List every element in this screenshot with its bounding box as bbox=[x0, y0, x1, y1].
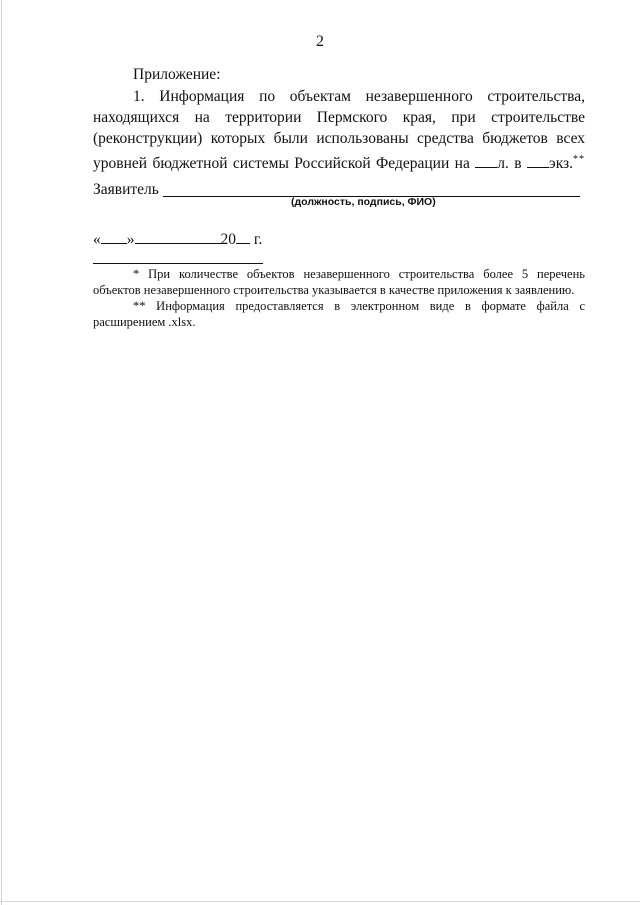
footnote-2: ** Информация предоставляется в электронном виде в формате файла с расширением .xlsx. bbox=[93, 299, 585, 329]
year-suffix: г. bbox=[253, 231, 263, 248]
year-blank bbox=[236, 230, 250, 244]
day-blank bbox=[101, 230, 127, 244]
footnote-1: * При количестве объектов незавершенного строительства более 5 перечень объектов незавершенного строительства указывается в качестве приложения к заявлению. bbox=[93, 267, 585, 297]
pages-count-blank bbox=[475, 154, 497, 168]
appendix-item bbox=[93, 86, 585, 174]
appendix-title: Приложение: bbox=[133, 66, 221, 83]
year-prefix: 20 bbox=[220, 231, 236, 248]
appendix-item-copies-text: экз. bbox=[549, 155, 574, 173]
footnotes bbox=[93, 266, 585, 330]
page-bottom-edge bbox=[0, 901, 640, 902]
footnote-rule bbox=[93, 263, 263, 264]
appendix-item-text: 1. Информация по объектам незавершенного строительства, находящихся на территории Пермского края, при строительстве (реконструкции) которых были использованы средства бюджетов всех уровней бюджетной системы Российской Федерации на bbox=[93, 88, 585, 173]
applicant-label: Заявитель bbox=[93, 181, 159, 198]
signature-caption: (должность, подпись, ФИО) bbox=[291, 196, 436, 208]
appendix-item-pages-text: л. в bbox=[497, 155, 522, 173]
date-open-quote: « bbox=[93, 231, 101, 248]
copies-count-blank bbox=[527, 154, 549, 168]
page-number: 2 bbox=[316, 33, 324, 50]
footnote-mark: ** bbox=[573, 154, 586, 165]
date-line bbox=[93, 230, 262, 249]
month-blank bbox=[135, 230, 221, 244]
date-close-quote: » bbox=[126, 231, 135, 248]
page-left-edge bbox=[1, 0, 2, 905]
